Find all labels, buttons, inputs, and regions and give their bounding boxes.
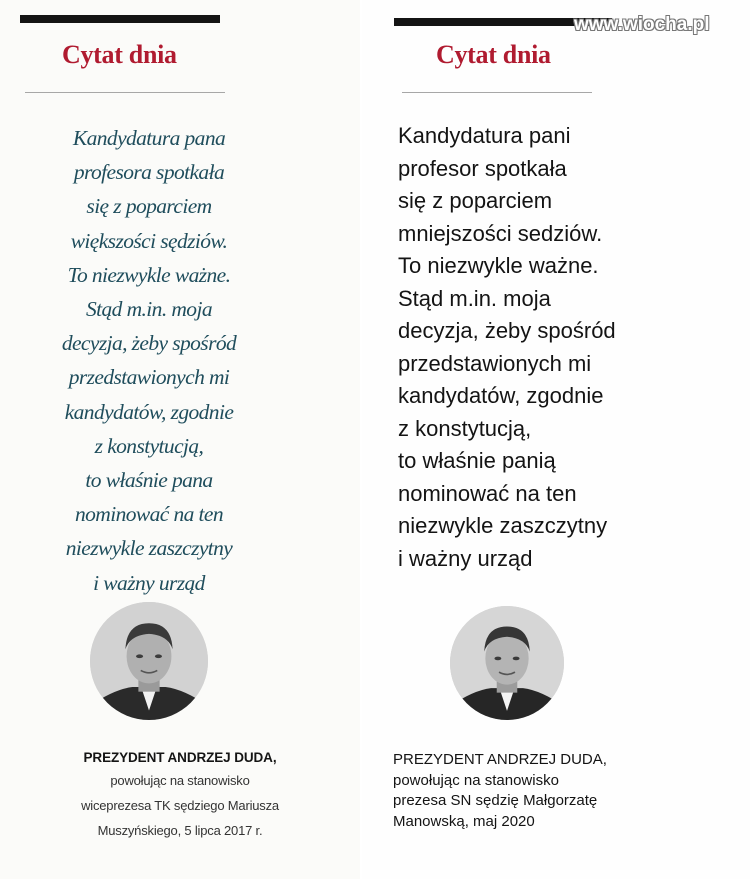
- quote-line: decyzja, żeby spośród: [61, 331, 237, 356]
- quote-line: mniejszości sedziów.: [398, 220, 603, 246]
- quote-line: Kandydatura pana: [72, 126, 226, 150]
- portrait-photo: [90, 602, 208, 720]
- caption-line: prezesa SN sędzię Małgorzatę: [393, 792, 598, 809]
- right-quote: [398, 120, 616, 575]
- quote-line: profesora spotkała: [73, 160, 225, 185]
- caption-line: wiceprezesa TK sędziego Mariusza: [81, 798, 279, 813]
- caption-line: powołując na stanowisko: [393, 771, 559, 789]
- right-quote-panel: [362, 0, 750, 879]
- quote-line: się z poparciem: [86, 194, 212, 219]
- caption-name: PREZYDENT ANDRZEJ DUDA,: [393, 751, 607, 768]
- left-quote: [20, 121, 278, 600]
- quote-line: to właśnie panią: [398, 448, 556, 473]
- right-title-rule: [402, 92, 592, 93]
- quote-line: profesor spotkała: [398, 155, 567, 181]
- quote-line: i ważny urząd: [398, 545, 533, 571]
- quote-line: większości sędziów.: [70, 228, 228, 253]
- quote-line: z konstytucją,: [398, 415, 532, 441]
- portrait-photo: [450, 606, 564, 720]
- quote-line: decyzja, żeby spośród: [398, 318, 616, 343]
- site-watermark: www.wiocha.pl: [574, 14, 710, 35]
- quote-line: kandydatów, zgodnie: [398, 383, 604, 408]
- quote-line: się z poparciem: [398, 188, 553, 213]
- quote-line: Stąd m.in. moja: [398, 285, 551, 311]
- quote-line: kandydatów, zgodnie: [64, 399, 234, 424]
- caption-line: Manowską, maj 2020: [393, 812, 535, 830]
- caption-name: PREZYDENT ANDRZEJ DUDA,: [83, 750, 277, 765]
- caption-line: Muszyńskiego, 5 lipca 2017 r.: [97, 823, 263, 838]
- quote-line: To niezwykle ważne.: [398, 253, 599, 278]
- quote-line: nominować na ten: [398, 480, 577, 506]
- caption-line: powołując na stanowisko: [110, 773, 250, 788]
- left-quote-panel: [0, 0, 360, 879]
- quote-line: Kandydatura pani: [398, 123, 571, 148]
- quote-line: i ważny urząd: [93, 570, 205, 595]
- quote-line: Stąd m.in. moja: [86, 297, 212, 322]
- right-title: Cytat dnia: [436, 40, 551, 69]
- left-top-bar: [20, 15, 220, 23]
- quote-line: niezwykle zaszczytny: [65, 536, 233, 561]
- quote-line: To niezwykle ważne.: [67, 262, 231, 287]
- quote-line: z konstytucją,: [94, 433, 204, 458]
- right-caption: [393, 750, 733, 832]
- quote-line: przedstawionych mi: [398, 350, 592, 376]
- left-title-rule: [25, 92, 225, 93]
- left-caption: [40, 748, 320, 843]
- left-title: Cytat dnia: [62, 40, 177, 69]
- quote-line: nominować na ten: [74, 502, 224, 527]
- quote-line: niezwykle zaszczytny: [398, 513, 608, 538]
- quote-line: przedstawionych mi: [68, 365, 230, 390]
- portrait-image: [450, 606, 564, 720]
- portrait-image: [90, 602, 208, 720]
- quote-line: to właśnie pana: [85, 468, 213, 493]
